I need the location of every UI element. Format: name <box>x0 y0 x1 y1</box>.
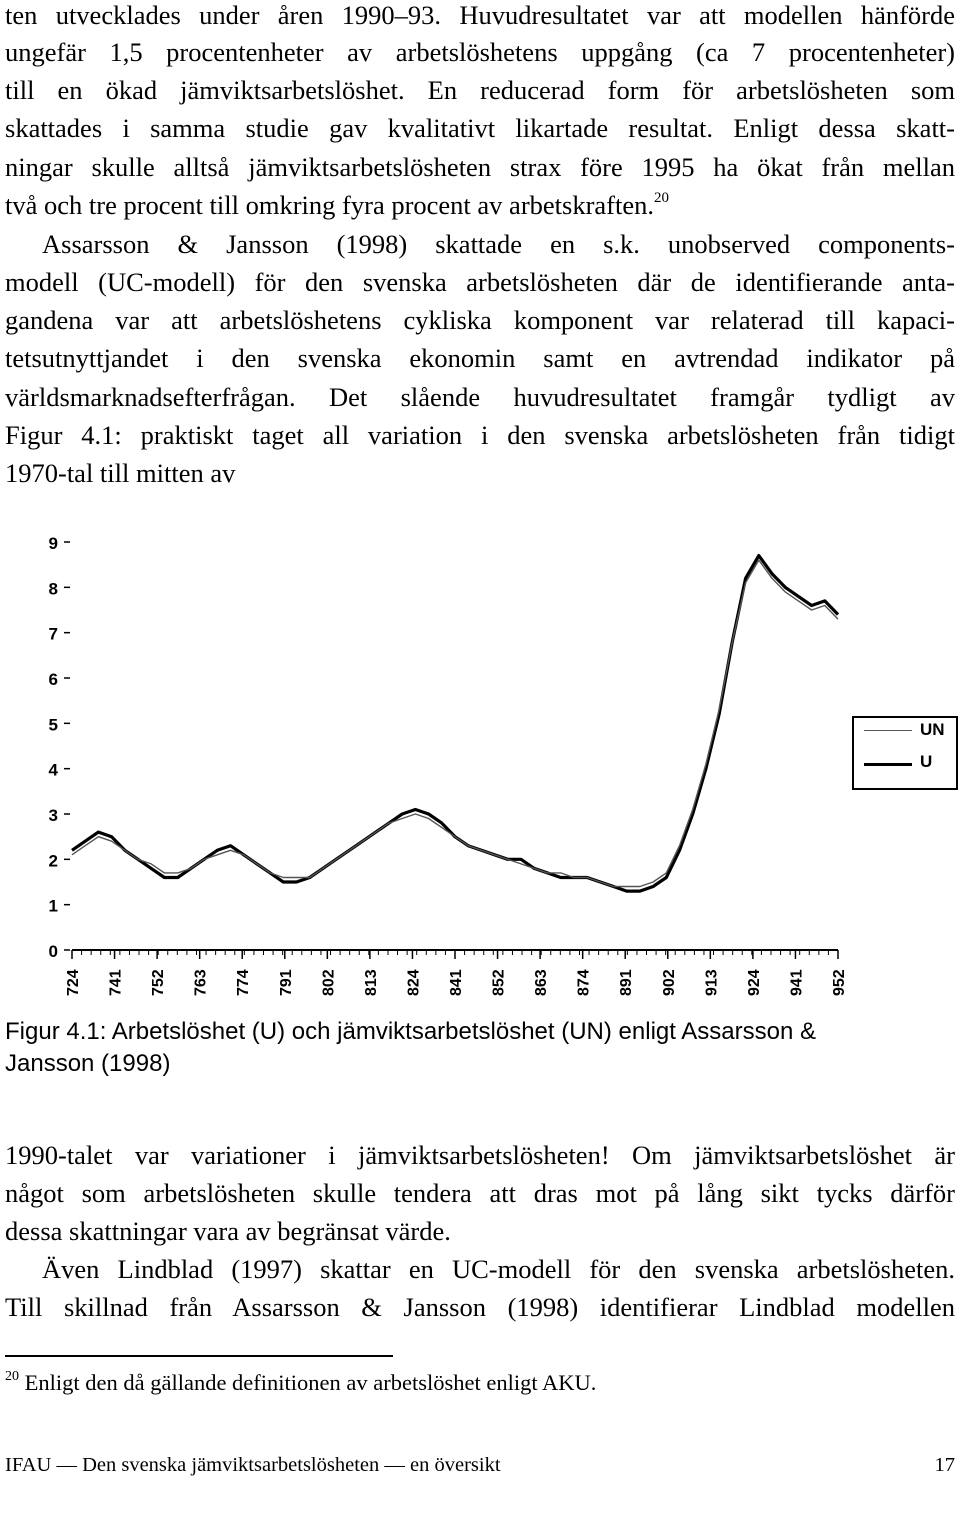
footnote <box>5 1366 596 1400</box>
page-number: 17 <box>934 1454 955 1476</box>
text-line: till en ökad jämviktsarbetslöshet. En reducerad form för arbetslösheten som <box>5 75 955 105</box>
y-tick-label: 2 <box>48 851 58 871</box>
x-tick-label: 852 <box>490 969 508 996</box>
y-tick-label: 5 <box>48 715 58 735</box>
text-line: något som arbetslösheten skulle tendera att dras mot på lång sikt tycks därför <box>5 1178 955 1208</box>
x-tick-label: 941 <box>788 969 806 996</box>
y-tick-label: 8 <box>48 579 58 599</box>
text-line: 1970-tal till mitten av <box>5 458 236 488</box>
x-tick-label: 874 <box>575 969 593 996</box>
y-tick-label: 9 <box>48 534 58 553</box>
footnote-text: Enligt den då gällande definitionen av arbetslöshet enligt AKU. <box>24 1370 597 1395</box>
text-line <box>5 186 669 224</box>
x-tick-label: 913 <box>703 969 721 996</box>
caption-line: Jansson (1998) <box>5 1050 171 1077</box>
text-line: 1990-talet var variationer i jämviktsarbetslösheten! Om jämviktsarbetslöshet är <box>5 1140 955 1170</box>
text-line: tetsutnyttjandet i den svenska ekonomin samt en avtrendad indikator på <box>5 343 955 373</box>
text-line-content: två och tre procent till omkring fyra procent av arbetskraften. <box>5 190 654 220</box>
y-tick-label: 3 <box>48 806 58 825</box>
legend-swatch-un <box>864 730 912 731</box>
x-tick-label: 752 <box>150 969 168 996</box>
text-line: ningar skulle alltså jämviktsarbetslösheten strax före 1995 ha ökat från mellan <box>5 152 955 182</box>
x-tick-label: 841 <box>448 969 465 996</box>
x-tick-label: 791 <box>277 969 295 996</box>
x-tick-label: 802 <box>320 969 338 996</box>
chart-legend <box>852 716 958 790</box>
footnote-reference[interactable]: 20 <box>654 190 669 206</box>
x-tick-label: 813 <box>362 969 380 996</box>
y-tick-label: 6 <box>48 670 58 689</box>
text-line: modell (UC-modell) för den svenska arbetslösheten där de identifierande anta- <box>5 267 955 297</box>
text-line: Figur 4.1: praktiskt taget all variation i den svenska arbetslösheten från tidigt <box>5 420 955 450</box>
caption-line: Figur 4.1: Arbetslöshet (U) och jämviktsarbetslöshet (UN) enligt Assarsson & <box>5 1018 816 1045</box>
y-tick-label: 1 <box>48 896 58 916</box>
x-tick-label: 724 <box>65 969 82 996</box>
x-tick-label: 863 <box>533 969 551 996</box>
legend-swatch-u <box>864 763 912 766</box>
legend-label-u: U <box>920 752 933 771</box>
y-tick-label: 7 <box>48 624 58 644</box>
unemployment-chart <box>30 520 860 1000</box>
x-tick-label: 891 <box>618 969 636 996</box>
text-line: världsmarknadsefterfrågan. Det slående huvudresultatet framgår tydligt av <box>5 382 955 412</box>
text-line: dessa skattningar vara av begränsat värde. <box>5 1216 451 1246</box>
text-line: skattades i samma studie gav kvalitativt likartade resultat. Enligt dessa skatt- <box>5 113 955 143</box>
series-line-un <box>72 560 838 886</box>
legend-label-un: UN <box>920 720 945 739</box>
series-line-u <box>72 556 838 892</box>
x-tick-label: 924 <box>745 969 763 996</box>
y-tick-label: 0 <box>48 942 58 961</box>
x-tick-label: 763 <box>192 969 210 996</box>
text-line: Även Lindblad (1997) skattar en UC-modell för den svenska arbetslösheten. <box>42 1254 955 1284</box>
footnote-number: 20 <box>5 1369 19 1384</box>
footnote-divider <box>5 1355 393 1357</box>
text-line: ten utvecklades under åren 1990–93. Huvudresultatet var att modellen hänförde <box>5 0 955 30</box>
x-tick-label: 741 <box>107 969 125 996</box>
x-tick-label: 774 <box>235 969 253 996</box>
text-line: Assarsson & Jansson (1998) skattade en s.k. unobserved components- <box>42 229 955 259</box>
y-tick-label: 4 <box>48 760 58 780</box>
text-line: Till skillnad från Assarsson & Jansson (1998) identifierar Lindblad modellen <box>5 1292 955 1322</box>
x-tick-label: 824 <box>405 969 423 996</box>
running-footer: IFAU — Den svenska jämviktsarbetslösheten — en översikt <box>5 1454 501 1476</box>
text-line: gandena var att arbetslöshetens cykliska komponent var relaterad till kapaci- <box>5 305 955 335</box>
x-tick-label: 902 <box>660 969 678 996</box>
x-tick-label: 952 <box>831 969 848 996</box>
text-line: ungefär 1,5 procentenheter av arbetslöshetens uppgång (ca 7 procentenheter) <box>5 37 955 67</box>
